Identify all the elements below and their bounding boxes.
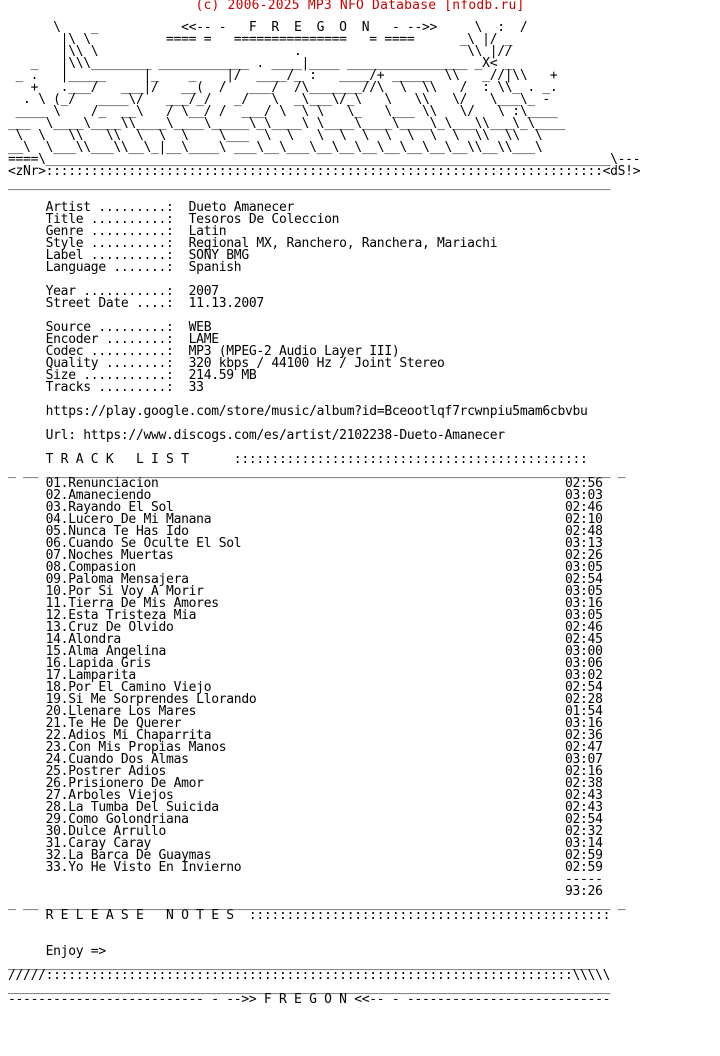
- site-credit[interactable]: (c) 2006-2025 MP3 NFO Database [nfodb.ru]: [195, 0, 525, 13]
- nfo-content: \ _ <<-- - F R E G O N - -->> \ : / |\ \ ==== = =============== = ==== _\ |/ _ |\\ \ . \\ |// _ |\\\________ ____________ . ____|____ ________________ _X< _ _ . |_____ |_ _ |/ ____/_ : ____/+ _____ \\ _//|\\ + + .___/ ___|/ __( / ___/ /\_______//\ \ \\ / : \\_ . _. . \ (_/ ____\/ ___/_/ _/ \ _\___\/_\ \ \\ \/ \___\_ - ____ \ /_ __\ / \__/ / ___/ \ \ \ \_ \___ \\ \/ \ :\____ ___ \____\____\\____\____\_____\_\____\ \____\____\____\_\___\\___\_\____ \ \ \\ \\ \ \ \ \___ \ \ \ \ \ \ \ \ \ \\ \\ \ __\ \___\\___\\__\_|__\____\ ___\__\___\__\__\__\__\__\__\__\\__\\___\ ====\___________________________________________________________________________\--- <zNr>::::::::::::::::::::::::::::::::::::::::::::::::::::::::::::::::::::::::::<dS!> ________________________________________________________________________________ Artist .........: Dueto Amanecer Title ..........: Tesoros De Coleccion Genre ..........: Latin Style ..........: Regional MX, Ranchero, Ranchera, Mariachi Label ..........: SONY BMG Language .......: Spanish Year ...........: 2007 Street Date ....: 11.13.2007 Source .........: WEB Encoder ........: LAME Codec ..........: MP3 (MPEG-2 Audio Layer III) Quality ........: 320 kbps / 44100 Hz / Joint Stereo Size ...........: 214.59 MB Tracks .........: 33 https://play.google.com/store/music/album?id=Bceootlqf7rcwnpiu5mam6cbvbu Url: https://www.discogs.com/es/artist/2102238-Dueto-Amanecer T R A C K L I S T ::::::::::::::::::::::::::::::::::::::::::::::: _ __ ___________________________________________________________________________ _ 01.Renunciacion 02:56 02.Amaneciendo 03:03 03.Rayando El Sol 02:46 04.Lucero De Mi Manana 02:10 05.Nunca Te Has Ido 02:48 06.Cuando Se Oculte El Sol 03:13 07.Noches Muertas 02:26 08.Compasion 03:05 09.Paloma Mensajera 02:54 10.Por Si Voy A Morir 03:05 11.Tierra De Mis Amores 03:16 12.Esta Tristeza Mia 03:05 13.Cruz De Olvido 02:46 14.Alondra 02:45 15.Alma Angelina 03:00 16.Lapida Gris 03:06 17.Lamparita 03:02 18.Por El Camino Viejo 02:54 19.Si Me Sorprendes Llorando 02:28 20.Llenare Los Mares 01:54 21.Te He De Querer 03:16 22.Adios Mi Chaparrita 02:36 23.Con Mis Propias Manos 02:47 24.Cuando Dos Almas 03:07 25.Postrer Adios 02:16 26.Prisionero De Amor 02:38 27.Arboles Viejos 02:43 28.La Tumba Del Suicida 02:43 29.Como Golondriana 02:54 30.Dulce Arrullo 02:32 31.Caray Caray 03:14 32.La Barca De Guaymas 02:59 33.Yo He Visto En Invierno 02:59 ----- 93:26 _ __ ___________________________________________________________________________ _ R E L E A S E N O T E S :::::::::::::::::::::::::::::::::::::::::::::::: Enjoy => ______________________________________________________________________________ /////::::::::::::::::::::::::::::::::::::::::::::::::::::::::::::::::::::::\\\\\ ________________________________________________________________________________ -------------------------- - -->> F R E G O N <<-- - ---------------------------: [8, 20, 641, 1007]
